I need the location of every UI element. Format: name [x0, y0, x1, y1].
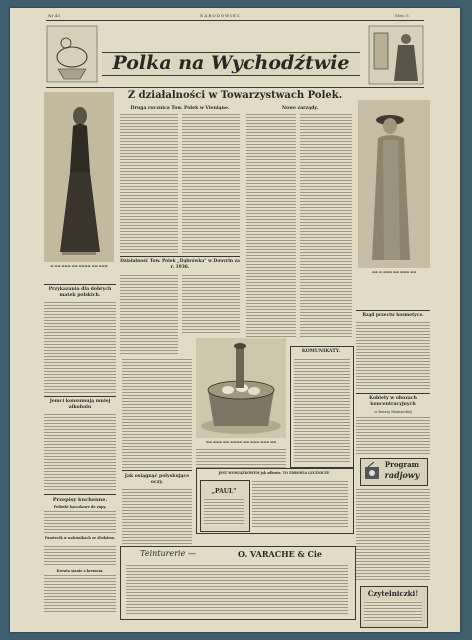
radio-label: radjowy: [384, 470, 420, 480]
photo-caption-left: ▬ ▬▬ ▬▬▬ ▬▬ ▬▬▬▬ ▬▬ ▬▬▬: [50, 264, 108, 268]
commandments-text: [44, 301, 116, 393]
left-rule-1: [44, 284, 116, 285]
issue-number: Nr 43: [48, 13, 60, 18]
komunikaty-title: KOMUNIKATY.: [301, 349, 341, 354]
masthead-title: Polka na Wychodźtwie: [112, 52, 350, 74]
douvrin-article-col2: [182, 274, 240, 334]
header-rule: [46, 20, 424, 21]
sub3-rule: [120, 256, 240, 257]
masthead-right-illustration: [368, 25, 424, 85]
recipe-1-title: Połówki karczkowe do zupy.: [53, 505, 107, 509]
main-article-col3: [246, 113, 296, 338]
headline-rule: [46, 87, 424, 88]
paper-name: NARODOWIEC: [200, 13, 241, 18]
alcohol-headline: Jemci konsumują mniej alkoholu: [49, 399, 111, 410]
douvrin-article-col1: [120, 274, 178, 354]
ad-teinturerie-left: Teinturerie —: [140, 549, 196, 558]
right-rule-2: [356, 393, 430, 394]
article-subheading-3: Działalność Tow. Polek „Dąbrówka" w Douvrin za r. 1936.: [120, 259, 240, 270]
recipe-1-text: [44, 510, 116, 534]
center-text-col1: [122, 358, 192, 468]
photo-caption-right: ▬▬ ▬ ▬▬▬ ▬▬ ▬▬▬ ▬▬: [371, 270, 417, 274]
fashion-photo-right: [358, 100, 430, 268]
ad-teinturerie-right: O. VARACHE & Cie: [237, 549, 323, 559]
recipe-2-text: [44, 545, 116, 567]
recipes-headline: Przepisy kuchenne.: [52, 497, 108, 503]
camps-text: [356, 416, 430, 456]
main-article-col1: [120, 113, 178, 253]
ad-teinturerie-text: [126, 564, 348, 614]
ad-lecznice-title: JEST WOWIĄZKOWEM jak zdłowie. TO ZDROWIA LECZNICZE: [218, 471, 330, 475]
recipe-3-title: Krowia sianie z kremem.: [56, 569, 104, 573]
fashion-photo-left: [44, 92, 114, 262]
cosmetics-text: [356, 321, 430, 391]
radio-program-text: [356, 488, 430, 582]
main-article-col4: [300, 113, 352, 338]
newspaper-page: [10, 8, 460, 632]
reader-text: [364, 601, 422, 623]
article-subheading-2: Nowe zarządy.: [281, 106, 319, 111]
left-rule-2: [44, 396, 116, 397]
article-subheading-1: Druga rocznica Tow. Polek w Vieniąne.: [130, 106, 230, 111]
main-headline: Z działalności w Towarzystwach Polek.: [127, 90, 343, 101]
radio-icon: [364, 462, 380, 480]
program-label: Program: [384, 460, 420, 469]
ad-paul-text: [204, 498, 244, 526]
page-label: Stro. 5: [395, 13, 409, 18]
eyes-rule: [122, 470, 192, 471]
cosmetics-headline: Rząd przeciw kosmetyce.: [362, 313, 424, 318]
left-rule-3: [44, 494, 116, 495]
center-text-col2: [196, 448, 286, 470]
ad-paul-name: „PAUL": [211, 488, 237, 495]
commandments-headline: Przykazania dla dobrych matek polskich.: [48, 287, 112, 298]
ad-lecznice-text: [252, 480, 348, 528]
cooking-pot-photo: [196, 338, 286, 438]
right-rule-1: [356, 310, 430, 311]
eyes-text: [122, 488, 192, 548]
recipe-2-title: Pasztecik w naleśnikach ze śledziem.: [44, 536, 116, 540]
recipe-3-text: [44, 574, 116, 614]
camps-byline: w Rzeszy Niemieckiej: [374, 410, 412, 414]
eyes-headline: Jak osiągnąć polyskujące oczy.: [124, 474, 190, 485]
camps-headline: Kobiety w obozach koncentracyjnych: [369, 396, 417, 407]
pot-caption: ▬▬ ▬▬▬ ▬▬ ▬▬▬▬ ▬▬ ▬▬▬ ▬▬▬ ▬▬: [205, 440, 277, 444]
komunikaty-text: [294, 358, 350, 462]
reader-headline: Czytelniczki!: [367, 589, 419, 598]
alcohol-text: [44, 413, 116, 491]
masthead-left-illustration: [46, 25, 98, 83]
main-article-col2: [182, 113, 240, 253]
